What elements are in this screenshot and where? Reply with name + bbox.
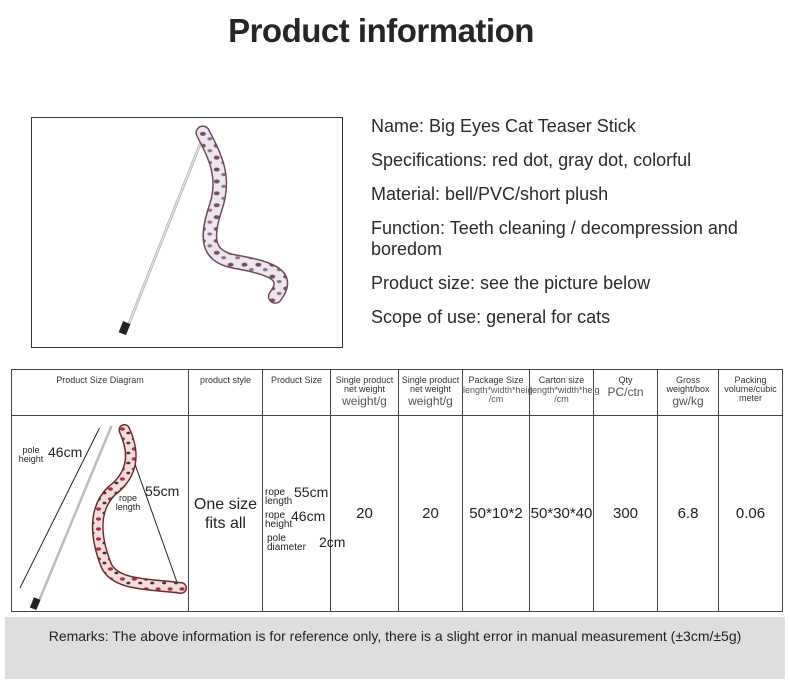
cell-net-weight: 20	[331, 416, 399, 612]
size-rope-length-label: rope length	[265, 487, 293, 507]
header-net-weight-unit: weight/g	[342, 394, 387, 408]
header-product-weight-unit: weight/g	[408, 394, 453, 408]
cell-size	[263, 416, 346, 612]
cell-gross: 6.8	[658, 416, 719, 612]
size-rope-length-value: 55cm	[294, 484, 329, 500]
size-pole-height-label: rope height	[265, 510, 293, 530]
diagram-rope-length-value: 55cm	[145, 483, 180, 499]
info-material: Material: bell/PVC/short plush	[371, 184, 609, 204]
header-carton-label: Carton size	[538, 375, 585, 385]
cell-volume: 0.06	[719, 416, 783, 612]
header-volume: Packing volume/cubic meter	[719, 370, 783, 416]
header-product-weight	[399, 370, 463, 416]
info-function: Function: Teeth cleaning / decompression and boredom	[371, 218, 738, 259]
remarks-note: Remarks: The above information is for reference only, there is a slight error in manual measurement (±3cm/±5g)	[5, 617, 785, 679]
table-header-row	[12, 370, 783, 416]
product-photo	[31, 117, 343, 348]
cell-package: 50*10*2	[463, 416, 530, 612]
cell-qty: 300	[594, 416, 658, 612]
cell-style	[189, 416, 263, 612]
cell-carton: 50*30*40	[530, 416, 594, 612]
header-qty-label: Qty	[618, 375, 633, 385]
diagram-rope-length-label: rope length	[115, 493, 141, 512]
info-specifications: Specifications: red dot, gray dot, colorful	[371, 150, 692, 170]
product-spec-table	[11, 369, 783, 612]
diagram-pole-height-label: pole height	[18, 445, 44, 464]
header-package-label: Package Size	[468, 375, 524, 385]
table-row	[12, 416, 783, 612]
header-carton-unit: length*width*heig /cm	[530, 385, 600, 404]
header-diagram: Product Size Diagram	[12, 370, 189, 416]
info-scope: Scope of use: general for cats	[371, 307, 611, 327]
header-package-unit: length*width*heig /cm	[463, 385, 533, 404]
header-package	[463, 370, 533, 416]
header-style: product style	[189, 370, 263, 416]
header-gross-label: Gross weight/box	[666, 375, 710, 394]
size-diagram-cell	[12, 416, 189, 612]
style-value: One size fits all	[193, 495, 258, 532]
header-qty	[594, 370, 658, 416]
header-gross	[658, 370, 719, 416]
header-net-weight-label: Single product net weight	[335, 375, 394, 394]
info-product-size: Product size: see the picture below	[371, 273, 651, 293]
diagram-pole-height-value: 46cm	[48, 444, 83, 460]
product-info-list	[371, 116, 771, 341]
header-size: Product Size	[263, 370, 331, 416]
header-product-weight-label: Single product net weight	[401, 375, 460, 394]
info-name: Name: Big Eyes Cat Teaser Stick	[371, 116, 636, 136]
header-gross-unit: gw/kg	[672, 394, 704, 408]
size-pole-height-value: 46cm	[291, 508, 326, 524]
cell-product-weight: 20	[399, 416, 463, 612]
header-qty-unit: PC/ctn	[607, 385, 644, 399]
cat-teaser-stick-image	[32, 118, 342, 347]
page-title: Product information	[228, 12, 534, 49]
size-pole-diameter-label: pole diameter	[267, 533, 306, 553]
header-carton	[530, 370, 600, 416]
size-pole-diameter-value: 2cm	[319, 534, 346, 550]
header-net-weight	[331, 370, 399, 416]
